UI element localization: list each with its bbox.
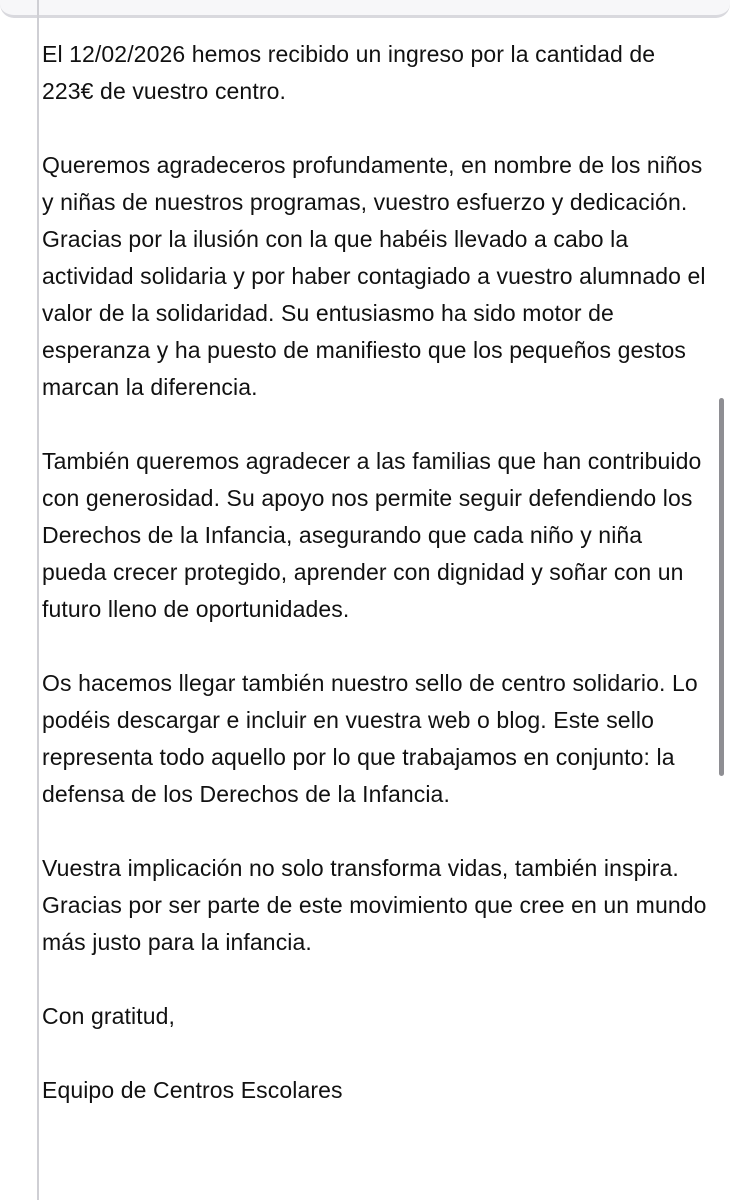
top-toolbar-edge [0, 0, 730, 18]
paragraph-inspiration: Vuestra implicación no solo transforma vidas, también inspira. Gracias por ser parte de este movimiento que cree en un mundo más justo para la infancia. [42, 855, 707, 955]
closing-line: Con gratitud, [42, 1003, 175, 1029]
paragraph-families: También queremos agradecer a las familias que han contribuido con generosidad. Su apoyo nos permite seguir defendiendo los Derechos de la Infancia, asegurando que cada niño y niña pueda crecer protegido, aprender con dignidad y soñar con un futuro lleno de oportunidades. [42, 448, 702, 622]
paragraph-gratitude: Queremos agradeceros profundamente, en nombre de los niños y niñas de nuestros programas, vuestro esfuerzo y dedicación. Gracias por la ilusión con la que habéis llevado a cabo la actividad solidaria y por haber contagiado a vuestro alumnado el valor de la solidaridad. Su entusiasmo ha sido motor de esperanza y ha puesto de manifiesto que los pequeños gestos marcan la diferencia. [42, 152, 706, 400]
email-body [42, 36, 712, 1109]
signature: Equipo de Centros Escolares [42, 1077, 343, 1103]
scrollbar[interactable] [719, 398, 724, 776]
paragraph-seal: Os hacemos llegar también nuestro sello de centro solidario. Lo podéis descargar e incluir en vuestra web o blog. Este sello representa todo aquello por lo que trabajamos en conjunto: la defensa de los Derechos de la Infancia. [42, 670, 698, 807]
quote-border [37, 0, 39, 1200]
paragraph-deposit-notice: El 12/02/2026 hemos recibido un ingreso por la cantidad de 223€ de vuestro centro. [42, 41, 656, 104]
